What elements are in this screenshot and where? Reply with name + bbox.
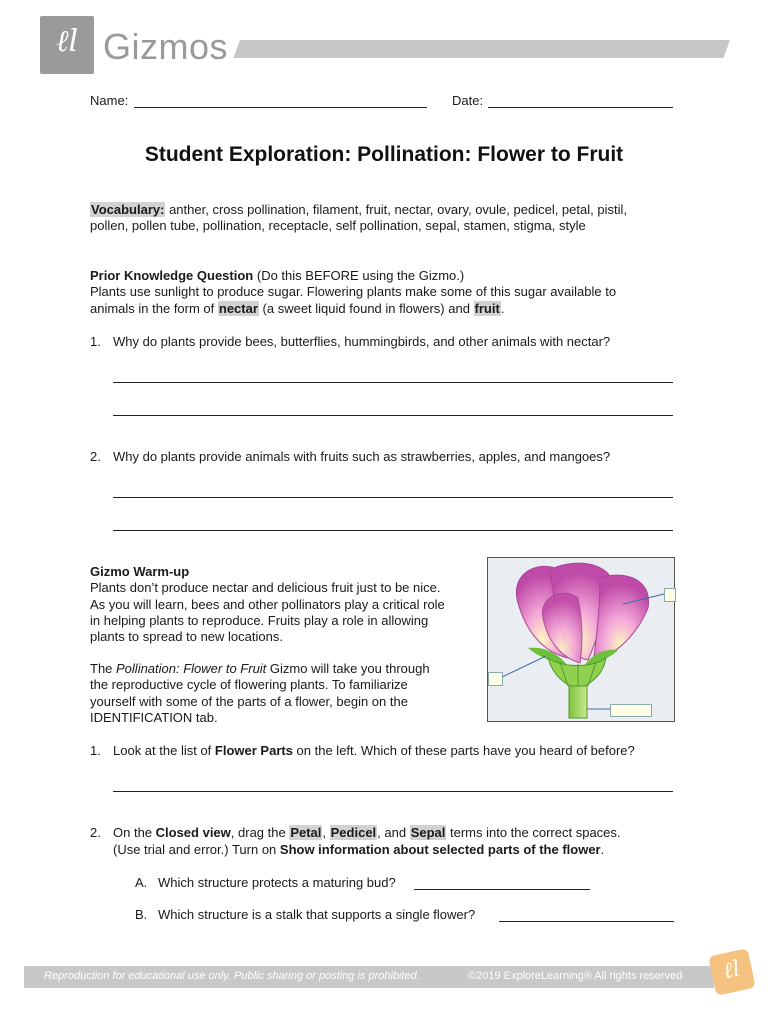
warmup-paragraph: The Pollination: Flower to Fruit Gizmo will take you through the reproductive cycle of flowering plants. To familiarize yourself with some of the parts of a flower, begin on the IDENTIFICATION tab. bbox=[90, 661, 430, 725]
term-nectar: nectar bbox=[218, 300, 258, 316]
question-b-letter: B. bbox=[135, 907, 148, 922]
prior-heading: Prior Knowledge Question bbox=[90, 268, 254, 283]
name-label: Name: bbox=[90, 93, 129, 108]
term-fruit: fruit bbox=[474, 300, 500, 316]
answer-line[interactable] bbox=[113, 516, 673, 531]
date-field[interactable] bbox=[488, 93, 673, 108]
answer-line[interactable] bbox=[113, 483, 673, 498]
term-petal: Petal bbox=[290, 825, 322, 840]
prior-q1-text: Why do plants provide bees, butterflies, hummingbirds, and other animals with nectar? bbox=[113, 334, 611, 349]
flower-illustration bbox=[488, 558, 674, 721]
question-a-letter: A. bbox=[135, 875, 148, 890]
warmup-intro: Gizmo Warm-up Plants don’t produce nectar and delicious fruit just to be nice. As you will learn, bees and other pollinators play a critical role in helping plants to reproduce. Fruits play a role in allowing plants to spread to new locations. bbox=[90, 564, 445, 645]
explorelearning-badge-icon: ℓl bbox=[708, 948, 755, 995]
sepal-label-slot[interactable] bbox=[488, 672, 503, 686]
answer-line[interactable] bbox=[499, 907, 674, 922]
warmup-q2-number: 2. bbox=[90, 825, 101, 840]
footer-notice: Reproduction for educational use only. Public sharing or posting is prohibited. bbox=[44, 970, 420, 982]
prior-knowledge: Prior Knowledge Question (Do this BEFORE using the Gizmo.) Plants use sunlight to produce sugar. Flowering plants make some of this sugar available to animals in the form of nectar (a sweet liquid found in flowers) and fruit. bbox=[90, 268, 617, 316]
explorelearning-logo: ℓl bbox=[40, 16, 94, 74]
footer-copyright: ©2019 ExploreLearning® All rights reserved bbox=[468, 970, 683, 982]
answer-line[interactable] bbox=[113, 777, 673, 792]
term-sepal: Sepal bbox=[410, 825, 446, 840]
answer-line[interactable] bbox=[113, 368, 673, 383]
name-field[interactable] bbox=[134, 93, 427, 108]
answer-line[interactable] bbox=[113, 401, 673, 416]
vocabulary: Vocabulary: anther, cross pollination, filament, fruit, nectar, ovary, ovule, pedicel, petal, pistil, pollen, pollen tube, pollination, receptacle, self pollination, sepal, stamen, stigma, style bbox=[90, 202, 627, 234]
answer-line[interactable] bbox=[414, 875, 590, 890]
vocabulary-label: Vocabulary: bbox=[91, 202, 165, 217]
date-label: Date: bbox=[452, 93, 484, 108]
warmup-q1-number: 1. bbox=[90, 743, 101, 758]
warmup-heading: Gizmo Warm-up bbox=[90, 564, 190, 579]
question-b-text: Which structure is a stalk that supports a single flower? bbox=[158, 907, 476, 922]
prior-q2-number: 2. bbox=[90, 449, 101, 464]
header-bar bbox=[233, 40, 730, 58]
petal-label-slot[interactable] bbox=[664, 588, 676, 602]
prior-q2-text: Why do plants provide animals with fruits such as strawberries, apples, and mangoes? bbox=[113, 449, 611, 464]
gizmos-brand: Gizmos bbox=[103, 26, 229, 67]
prior-q1-number: 1. bbox=[90, 334, 101, 349]
question-a-text: Which structure protects a maturing bud? bbox=[158, 875, 396, 890]
flower-diagram bbox=[487, 557, 675, 722]
term-pedicel: Pedicel bbox=[330, 825, 377, 840]
pedicel-label-slot[interactable] bbox=[610, 704, 652, 717]
warmup-q2-text: On the Closed view, drag the Petal, Pedicel, and Sepal terms into the correct spaces. (Use trial and error.) Turn on Show information about selected parts of the flower. bbox=[113, 825, 621, 857]
warmup-q1-text: Look at the list of Flower Parts on the left. Which of these parts have you heard of before? bbox=[113, 743, 635, 758]
page-title: Student Exploration: Pollination: Flower to Fruit bbox=[144, 143, 624, 166]
